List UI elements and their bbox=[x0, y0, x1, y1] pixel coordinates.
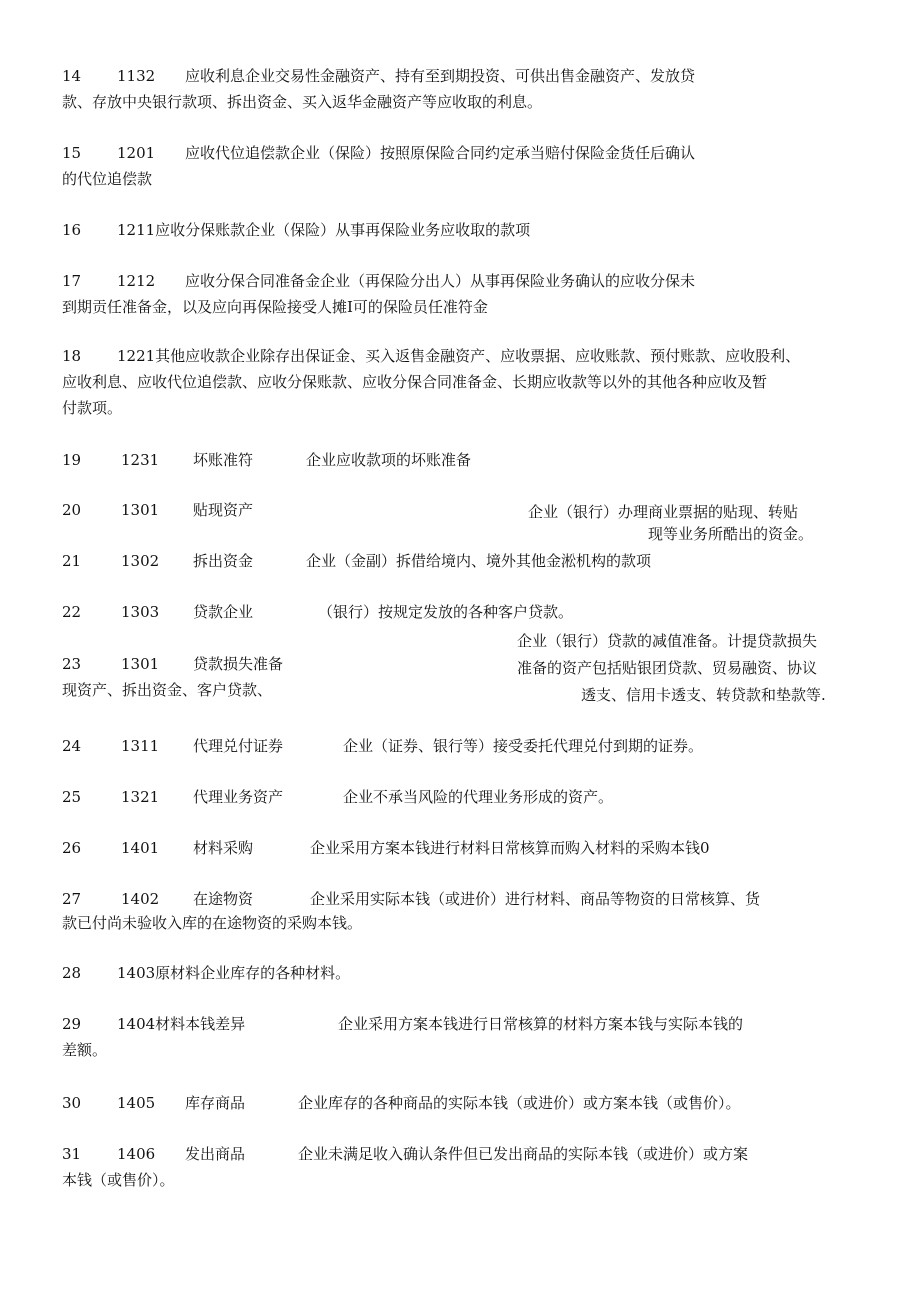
entry-text: 1211应收分保账款企业（保险）从事再保险业务应收取的款项 bbox=[117, 221, 531, 239]
entry-number: 16 bbox=[62, 221, 82, 239]
account-description: 企业采用方案本钱进行材料日常核算而购入材料的采购本钱0 bbox=[310, 839, 710, 857]
account-name: 拆出资金 bbox=[193, 552, 254, 570]
account-code: 1301 bbox=[121, 501, 160, 519]
entry-text: 应收分保合同准备金企业（再保险分出人）从事再保险业务确认的应收分保未 bbox=[185, 272, 696, 290]
entry-number: 14 bbox=[62, 67, 82, 85]
account-name: 贴现资产 bbox=[193, 501, 254, 519]
account-description: 企业应收款项的坏账准备 bbox=[306, 451, 472, 469]
account-name: 贷款企业 bbox=[193, 603, 254, 621]
entry-number: 17 bbox=[62, 272, 82, 290]
entry-text: 应收代位追偿款企业（保险）按照原保险合同约定承当赔付保险金货任后确认 bbox=[185, 144, 696, 162]
account-name: 库存商品 bbox=[185, 1094, 246, 1112]
entry-text: 的代位追偿款 bbox=[62, 170, 153, 188]
entry-number: 30 bbox=[62, 1094, 82, 1112]
entry-number: 22 bbox=[62, 603, 82, 621]
account-description: 企业（银行）贷款的减值准备。计提贷款损失 bbox=[517, 632, 818, 650]
entry-number: 23 bbox=[62, 655, 82, 673]
account-code: 1201 bbox=[117, 144, 156, 162]
account-description: 企业未满足收入确认条件但已发出商品的实际本钱（或进价）或方案 bbox=[298, 1145, 749, 1163]
account-description: 准备的资产包括贴银团贷款、贸易融资、协议 bbox=[517, 659, 818, 677]
account-description: 现等业务所酷出的资金。 bbox=[648, 525, 814, 543]
entry-number: 29 bbox=[62, 1015, 82, 1033]
account-description: 企业库存的各种商品的实际本钱（或进价）或方案本钱（或售价）。 bbox=[298, 1094, 741, 1112]
account-description: 企业（银行）办理商业票据的贴现、转贴 bbox=[528, 503, 799, 521]
entry-number: 20 bbox=[62, 501, 82, 519]
account-code: 1132 bbox=[117, 67, 156, 85]
account-description: 企业（金副）拆借给境内、境外其他金淞机构的款项 bbox=[306, 552, 652, 570]
account-code: 1231 bbox=[121, 451, 160, 469]
entry-number: 28 bbox=[62, 964, 82, 982]
entry-text: 1403原材料企业库存的各种材料。 bbox=[117, 964, 351, 982]
account-description: （银行）按规定发放的各种客户贷款。 bbox=[318, 603, 574, 621]
entry-number: 26 bbox=[62, 839, 82, 857]
entry-text: 1404材料本钱差异 bbox=[117, 1015, 246, 1033]
account-description: 现资产、拆出资金、客户贷款、 bbox=[62, 681, 273, 699]
entry-number: 31 bbox=[62, 1145, 82, 1163]
account-description: 企业采用实际本钱（或进价）进行材料、商品等物资的日常核算、货 bbox=[310, 890, 761, 908]
account-description: 透支、信用卡透支、转贷款和垫款等. bbox=[581, 686, 826, 704]
entry-number: 24 bbox=[62, 737, 82, 755]
account-name: 代理兑付证券 bbox=[193, 737, 284, 755]
account-name: 坏账准符 bbox=[193, 451, 254, 469]
account-code: 1301 bbox=[121, 655, 160, 673]
entry-number: 25 bbox=[62, 788, 82, 806]
entry-number: 19 bbox=[62, 451, 82, 469]
account-code: 1302 bbox=[121, 552, 160, 570]
entry-text: 到期贡任准备金，以及应向再保险接受人摊I可的保险员任准符金 bbox=[62, 298, 488, 316]
account-description: 企业（证券、银行等）接受委托代理兑付到期的证券。 bbox=[343, 737, 704, 755]
entry-text: 本钱（或售价）。 bbox=[62, 1171, 175, 1189]
entry-text: 款已付尚未验收入库的在途物资的采购本钱。 bbox=[62, 914, 363, 932]
account-code: 1402 bbox=[121, 890, 160, 908]
account-code: 1212 bbox=[117, 272, 156, 290]
account-code: 1401 bbox=[121, 839, 160, 857]
account-name: 贷款损失准备 bbox=[193, 655, 284, 673]
account-name: 材料采购 bbox=[193, 839, 254, 857]
account-code: 1405 bbox=[117, 1094, 156, 1112]
entry-number: 27 bbox=[62, 890, 82, 908]
account-code: 1303 bbox=[121, 603, 160, 621]
entry-text: 付款项。 bbox=[62, 399, 123, 417]
account-description: 企业采用方案本钱进行日常核算的材料方案本钱与实际本钱的 bbox=[338, 1015, 744, 1033]
entry-text: 1221其他应收款企业除存出保证金、买入返售金融资产、应收票据、应收账款、预付账款、应收股利、 bbox=[117, 347, 801, 365]
account-name: 代理业务资产 bbox=[193, 788, 284, 806]
entry-number: 15 bbox=[62, 144, 82, 162]
account-name: 发出商品 bbox=[185, 1145, 246, 1163]
account-code: 1321 bbox=[121, 788, 160, 806]
account-description: 企业不承当风险的代理业务形成的资产。 bbox=[343, 788, 614, 806]
entry-text: 应收利息企业交易性金融资产、持有至到期投资、可供出售金融资产、发放贷 bbox=[185, 67, 696, 85]
account-name: 在途物资 bbox=[193, 890, 254, 908]
entry-number: 18 bbox=[62, 347, 82, 365]
entry-text: 应收利息、应收代位追偿款、应收分保账款、应收分保合同准备金、长期应收款等以外的其他各种应收及暂 bbox=[62, 373, 768, 391]
entry-number: 21 bbox=[62, 552, 82, 570]
entry-text: 款、存放中央银行款项、拆出资金、买入返华金融资产等应收取的利息。 bbox=[62, 93, 543, 111]
account-code: 1406 bbox=[117, 1145, 156, 1163]
entry-text: 差额。 bbox=[62, 1041, 108, 1059]
account-code: 1311 bbox=[121, 737, 160, 755]
